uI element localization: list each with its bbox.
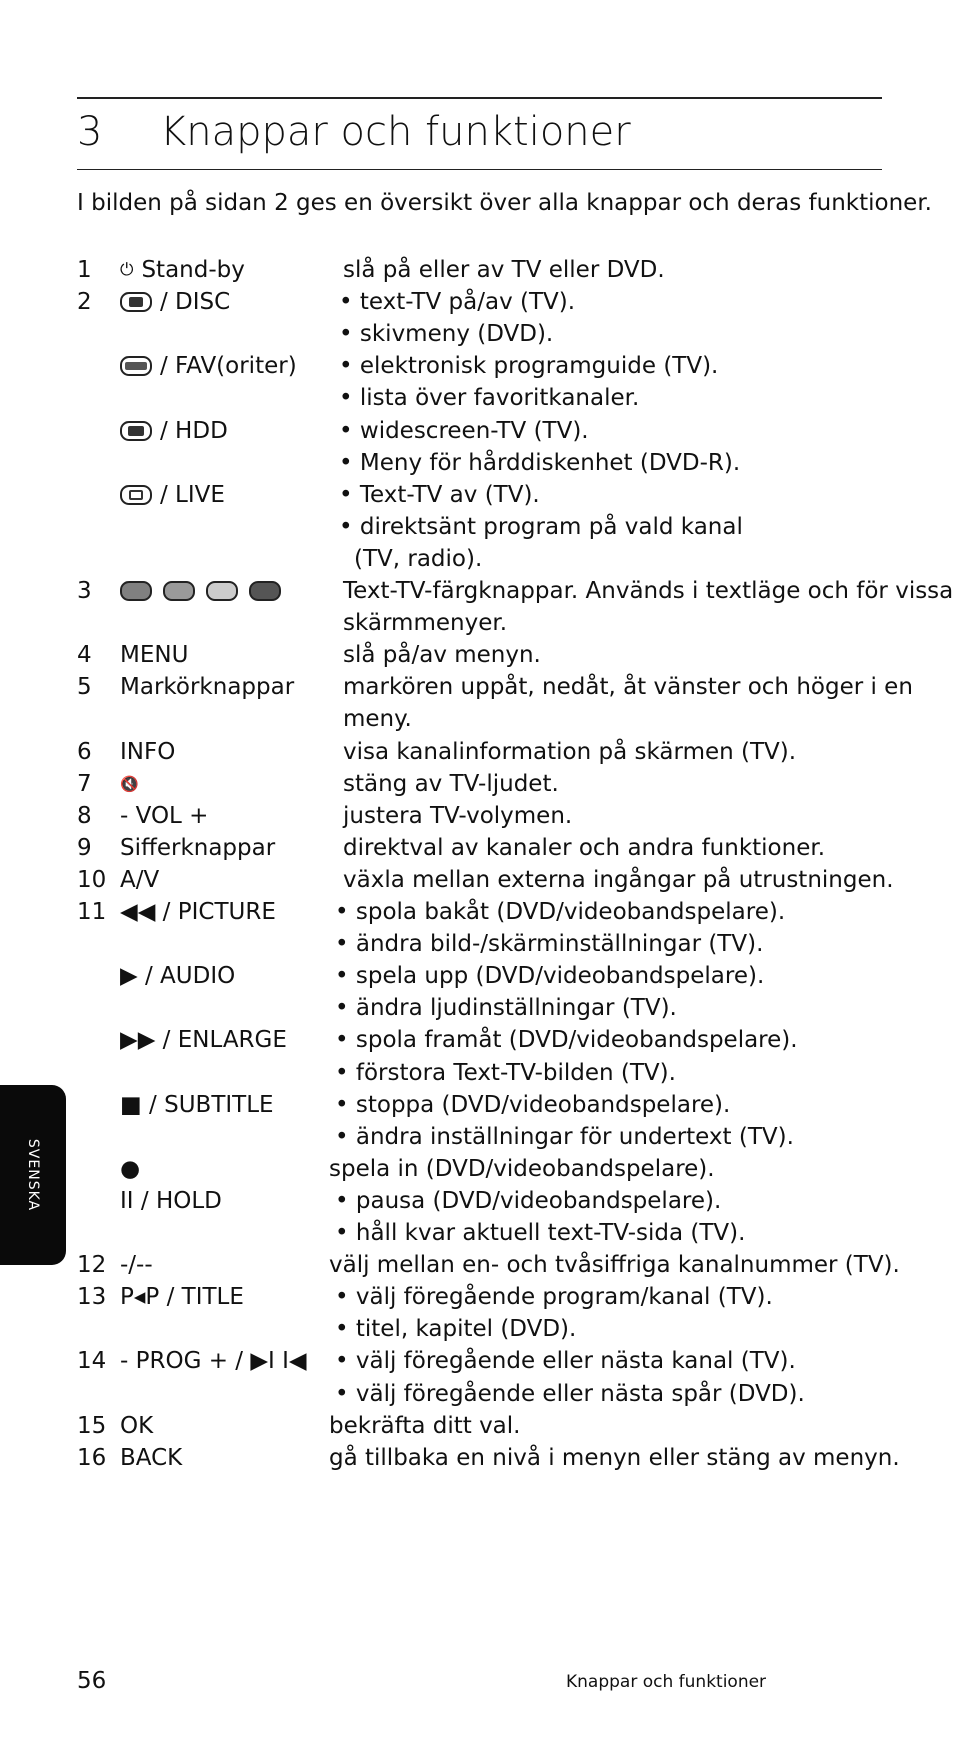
item-number: 13 xyxy=(77,1284,107,1310)
button-name-text: II / HOLD xyxy=(120,1188,222,1214)
function-description: slå på/av menyn. xyxy=(343,642,541,668)
list-item xyxy=(0,1153,954,1185)
item-number: 16 xyxy=(77,1445,107,1471)
button-name-text: OK xyxy=(120,1413,154,1439)
function-description: • direktsänt program på vald kanal xyxy=(339,514,743,540)
list-item xyxy=(0,511,954,543)
color-button-icon xyxy=(120,581,152,601)
item-number: 15 xyxy=(77,1413,107,1439)
button-name xyxy=(120,896,276,928)
function-description: välj mellan en- och tvåsiffriga kanalnummer (TV). xyxy=(329,1252,900,1278)
function-description: • Text-TV av (TV). xyxy=(339,482,540,508)
list-item xyxy=(0,1024,954,1056)
button-name xyxy=(120,671,294,703)
button-name xyxy=(120,1345,307,1377)
function-description: justera TV-volymen. xyxy=(343,803,573,829)
function-description: slå på eller av TV eller DVD. xyxy=(343,257,665,283)
function-description: bekräfta ditt val. xyxy=(329,1413,521,1439)
list-item xyxy=(0,1185,954,1217)
list-item xyxy=(0,1089,954,1121)
list-item xyxy=(0,350,954,382)
language-side-tab xyxy=(0,1085,66,1265)
function-description: • ändra inställningar för undertext (TV). xyxy=(335,1124,794,1150)
button-name-text: Sifferknappar xyxy=(120,835,276,861)
button-name-text: / FAV(oriter) xyxy=(160,353,297,379)
list-item xyxy=(0,928,954,960)
button-name-text: - PROG + / ▶I I◀ xyxy=(120,1348,307,1374)
button-name xyxy=(120,1249,153,1281)
button-name xyxy=(120,479,225,511)
function-description: stäng av TV-ljudet. xyxy=(343,771,559,797)
list-item xyxy=(0,800,954,832)
list-item xyxy=(0,960,954,992)
function-description: • spela upp (DVD/videobandspelare). xyxy=(335,963,765,989)
button-name xyxy=(120,832,275,864)
list-item xyxy=(0,382,954,414)
function-description: • välj föregående eller nästa kanal (TV). xyxy=(335,1348,796,1374)
list-item xyxy=(0,1217,954,1249)
function-description: • stoppa (DVD/videobandspelare). xyxy=(335,1092,731,1118)
button-name-text: ● xyxy=(120,1156,141,1182)
function-description: • titel, kapitel (DVD). xyxy=(335,1316,577,1342)
button-name-text: / DISC xyxy=(160,289,231,315)
language-side-tab-label: SVENSKA xyxy=(25,1138,41,1212)
button-name xyxy=(120,1153,140,1185)
guide-button-icon xyxy=(120,356,152,376)
button-name-text: INFO xyxy=(120,739,176,765)
list-item xyxy=(0,1442,954,1474)
function-description: • förstora Text-TV-bilden (TV). xyxy=(335,1060,676,1086)
intro-paragraph: I bilden på sidan 2 ges en översikt över alla knappar och deras funktioner. xyxy=(77,190,932,216)
chapter-number: 3 xyxy=(77,109,103,155)
header-top-rule xyxy=(77,97,882,99)
list-item xyxy=(0,768,954,800)
list-item xyxy=(0,703,954,735)
button-name-text: Markörknappar xyxy=(120,674,295,700)
function-description: • text-TV på/av (TV). xyxy=(339,289,576,315)
function-description: spela in (DVD/videobandspelare). xyxy=(329,1156,715,1182)
function-description: • spola bakåt (DVD/videobandspelare). xyxy=(335,899,786,925)
button-name xyxy=(120,1185,222,1217)
list-item xyxy=(0,543,954,575)
function-description: meny. xyxy=(343,706,412,732)
button-name-text: P◂P / TITLE xyxy=(120,1284,244,1310)
button-name-text: ▶▶ / ENLARGE xyxy=(120,1027,287,1053)
item-number: 7 xyxy=(77,771,92,797)
button-name-text: / LIVE xyxy=(160,482,225,508)
power-icon: ⏻ xyxy=(120,260,134,280)
item-number: 11 xyxy=(77,899,107,925)
function-description: • ändra ljudinställningar (TV). xyxy=(335,995,677,1021)
color-button-icon xyxy=(249,581,281,601)
function-description: växla mellan externa ingångar på utrustningen. xyxy=(343,867,894,893)
list-item xyxy=(0,1057,954,1089)
list-item xyxy=(0,447,954,479)
item-number: 1 xyxy=(77,257,92,283)
item-number: 4 xyxy=(77,642,92,668)
function-description: • ändra bild-/skärminställningar (TV). xyxy=(335,931,764,957)
hdd-button-icon xyxy=(120,421,152,441)
button-name-text: A/V xyxy=(120,867,160,893)
list-item xyxy=(0,864,954,896)
button-name xyxy=(120,286,230,318)
function-description: skärmmenyer. xyxy=(343,610,507,636)
item-number: 10 xyxy=(77,867,107,893)
list-item xyxy=(0,286,954,318)
button-name xyxy=(120,1281,244,1313)
list-item xyxy=(0,254,954,286)
mute-icon: 🔇 xyxy=(120,775,139,793)
button-name-text: ■ / SUBTITLE xyxy=(120,1092,274,1118)
button-name xyxy=(120,1089,274,1121)
function-description: • välj föregående eller nästa spår (DVD). xyxy=(335,1381,805,1407)
button-name-text: MENU xyxy=(120,642,189,668)
color-button-icon xyxy=(206,581,238,601)
page-number: 56 xyxy=(77,1668,107,1694)
function-description: markören uppåt, nedåt, åt vänster och höger i en xyxy=(343,674,913,700)
list-item xyxy=(0,1313,954,1345)
button-name xyxy=(120,350,297,382)
list-item xyxy=(0,318,954,350)
list-item xyxy=(0,1249,954,1281)
list-item xyxy=(0,671,954,703)
function-description: • widescreen-TV (TV). xyxy=(339,418,589,444)
function-description: (TV, radio). xyxy=(354,546,483,572)
live-button-icon xyxy=(120,485,152,505)
function-description: • skivmeny (DVD). xyxy=(339,321,554,347)
header-bottom-rule xyxy=(77,169,882,170)
function-description: • Meny för hårddiskenhet (DVD-R). xyxy=(339,450,741,476)
function-description: • elektronisk programguide (TV). xyxy=(339,353,719,379)
button-name xyxy=(120,768,147,800)
item-number: 8 xyxy=(77,803,92,829)
list-item xyxy=(0,992,954,1024)
function-description: Text-TV-färgknappar. Används i textläge och för vissa xyxy=(343,578,954,604)
button-name xyxy=(120,1442,182,1474)
list-item xyxy=(0,1121,954,1153)
button-name-text: BACK xyxy=(120,1445,183,1471)
function-description: • välj föregående program/kanal (TV). xyxy=(335,1284,773,1310)
button-name xyxy=(120,864,159,896)
button-name xyxy=(120,1410,153,1442)
list-item xyxy=(0,479,954,511)
button-name xyxy=(120,736,175,768)
button-name xyxy=(120,960,235,992)
function-description: • spola framåt (DVD/videobandspelare). xyxy=(335,1027,798,1053)
item-number: 2 xyxy=(77,289,92,315)
teletext-button-icon xyxy=(120,292,152,312)
list-item xyxy=(0,832,954,864)
item-number: 5 xyxy=(77,674,92,700)
button-name-text: ◀◀ / PICTURE xyxy=(120,899,276,925)
list-item xyxy=(0,896,954,928)
button-name-text: Stand-by xyxy=(141,257,245,283)
function-description: • lista över favoritkanaler. xyxy=(339,385,640,411)
item-number: 14 xyxy=(77,1348,107,1374)
item-number: 9 xyxy=(77,835,92,861)
color-button-icon xyxy=(163,581,195,601)
button-name xyxy=(120,639,188,671)
list-item xyxy=(0,1378,954,1410)
button-name xyxy=(120,1024,287,1056)
function-description: visa kanalinformation på skärmen (TV). xyxy=(343,739,797,765)
button-name-text: / HDD xyxy=(160,418,228,444)
button-name xyxy=(120,800,208,832)
button-name-text: - VOL + xyxy=(120,803,209,829)
function-description: • pausa (DVD/videobandspelare). xyxy=(335,1188,722,1214)
item-number: 12 xyxy=(77,1252,107,1278)
list-item xyxy=(0,415,954,447)
list-item xyxy=(0,736,954,768)
function-description: direktval av kanaler och andra funktioner. xyxy=(343,835,826,861)
function-description: • håll kvar aktuell text-TV-sida (TV). xyxy=(335,1220,746,1246)
button-name xyxy=(120,575,292,607)
button-name-text: ▶ / AUDIO xyxy=(120,963,236,989)
list-item xyxy=(0,575,954,607)
button-name xyxy=(120,254,245,286)
item-number: 3 xyxy=(77,578,92,604)
function-description: gå tillbaka en nivå i menyn eller stäng av menyn. xyxy=(329,1445,900,1471)
list-item xyxy=(0,1410,954,1442)
list-item xyxy=(0,1345,954,1377)
list-item xyxy=(0,1281,954,1313)
item-number: 6 xyxy=(77,739,92,765)
button-name-text: -/-- xyxy=(120,1252,153,1278)
chapter-title: Knappar och funktioner xyxy=(160,109,631,155)
list-item xyxy=(0,607,954,639)
footer-title: Knappar och funktioner xyxy=(566,1672,767,1692)
button-name xyxy=(120,415,228,447)
list-item xyxy=(0,639,954,671)
